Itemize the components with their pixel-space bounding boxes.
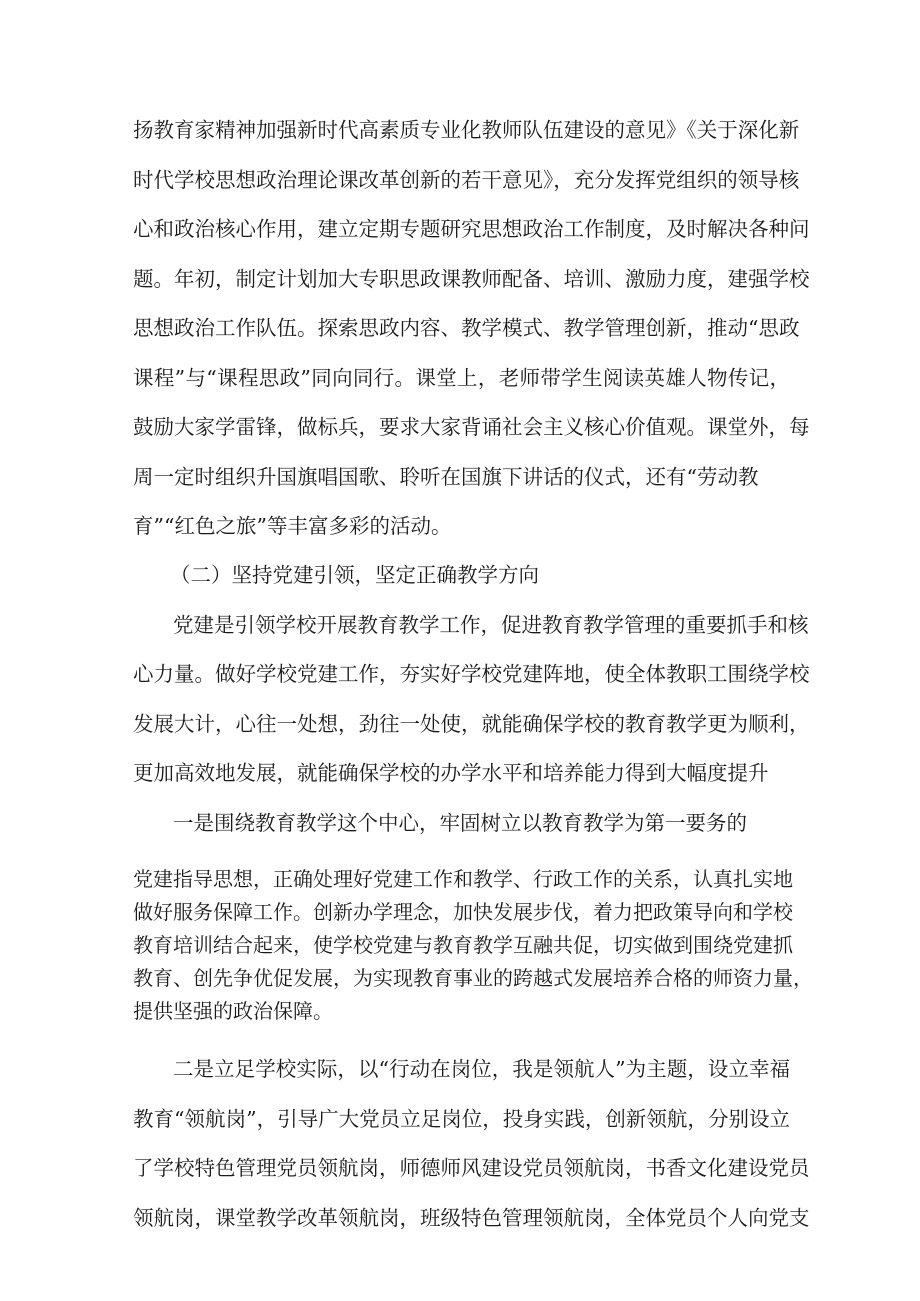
paragraph-line: 一是围绕教育教学这个中心，牢固树立以教育教学为第一要务的 [173,811,747,835]
paragraph-line: 心力量。做好学校党建工作，夯实好学校党建阵地，使全体教职工围绕学校 [133,662,810,686]
paragraph-line: 教育“领航岗”，引导广大党员立足岗位，投身实践，创新领航，分别设立 [133,1107,790,1131]
paragraph-line: 育”“红色之旅”等丰富多彩的活动。 [133,514,452,538]
paragraph-line: 发展大计，心往一处想，劲往一处使，就能确保学校的教育教学更为顺利， [133,712,810,736]
paragraph-line: 扬教育家精神加强新时代高素质专业化教师队伍建设的意见》《关于深化新 [133,118,800,142]
section-heading: （二）坚持党建引领，坚定正确教学方向 [170,563,539,587]
paragraph-line: 时代学校思想政治理论课改革创新的若干意见》，充分发挥党组织的领导核 [133,168,800,192]
paragraph-line: 教育、创先争优促发展，为实现教育事业的跨越式发展培养合格的师资力量， [133,966,813,990]
paragraph-line: 党建指导思想，正确处理好党建工作和教学、行政工作的关系，认真扎实地 [133,867,793,891]
paragraph-line: 做好服务保障工作。创新办学理念，加快发展步伐，着力把政策导向和学校 [133,900,793,924]
paragraph-line: 领航岗，课堂教学改革领航岗，班级特色管理领航岗，全体党员个人向党支 [133,1206,810,1230]
paragraph-line: 思想政治工作队伍。探索思政内容、教学模式、教学管理创新，推动“思政 [133,316,800,340]
paragraph-line: 课程”与“课程思政”同向同行。课堂上，老师带学生阅读英雄人物传记， [133,366,790,390]
paragraph-line: 提供坚强的政治保障。 [133,999,333,1023]
paragraph-line: 教育培训结合起来，使学校党建与教育教学互融共促，切实做到围绕党建抓 [133,933,793,957]
paragraph-line: 周一定时组织升国旗唱国歌、聆听在国旗下讲话的仪式，还有“劳动教 [133,465,759,489]
paragraph-line: 鼓励大家学雷锋，做标兵，要求大家背诵社会主义核心价值观。课堂外，每 [133,415,810,439]
paragraph-line: 了学校特色管理党员领航岗，师德师风建设党员领航岗，书香文化建设党员 [133,1156,810,1180]
paragraph-line: 心和政治核心作用，建立定期专题研究思想政治工作制度，及时解决各种问 [133,217,810,241]
paragraph-line: 二是立足学校实际，以“行动在岗位，我是领航人”为主题，设立幸福 [173,1057,790,1081]
paragraph-line: 党建是引领学校开展教育教学工作，促进教育教学管理的重要抓手和核 [173,613,809,637]
paragraph-line: 更加高效地发展，就能确保学校的办学水平和培养能力得到大幅度提升 [133,761,769,785]
paragraph-line: 题。年初，制定计划加大专职思政课教师配备、培训、激励力度，建强学校 [133,267,810,291]
